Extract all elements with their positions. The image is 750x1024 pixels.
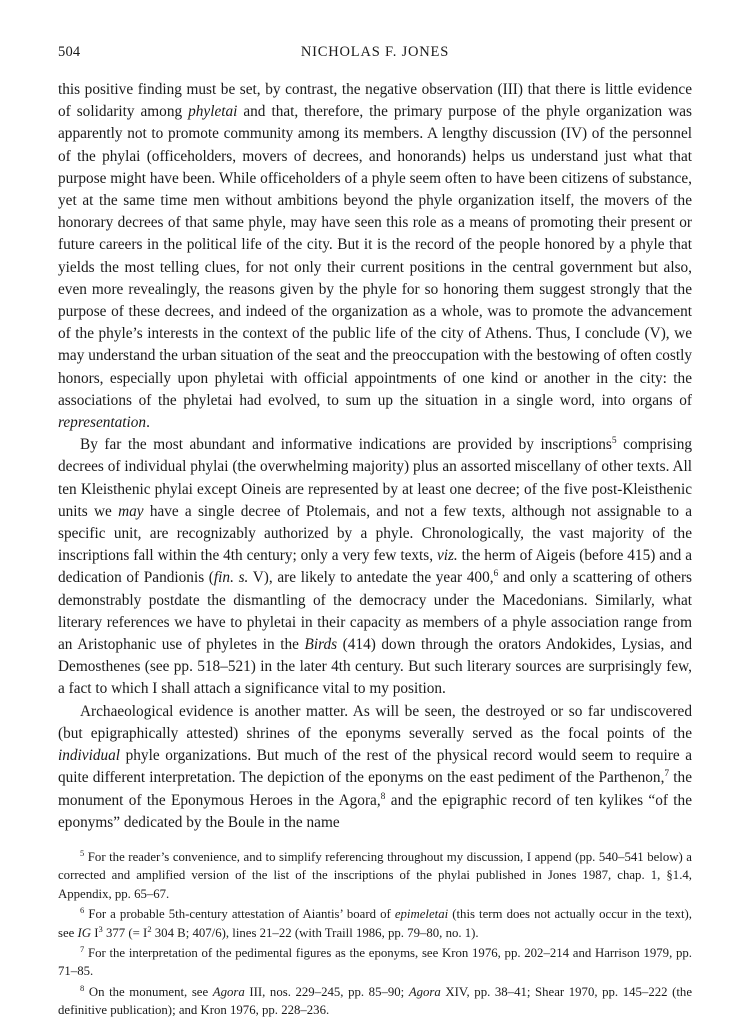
footnotes	[58, 848, 692, 1020]
footnote-7: $^7$ For the interpretation of the pedimental figures as the eponyms, see Kron 1976, pp. 202–214 and Harrison 1979, pp. 71–85.	[58, 944, 692, 979]
running-head-author: NICHOLAS F. JONES	[300, 44, 450, 60]
footnote-5: $^5$ For the reader’s convenience, and to simplify referencing throughout my discussion, I append (pp. 540–541 below) a corrected and amplified version of the list of the inscriptions of the phylai published in Jones 1987, chap. 1, §1.4, Appendix, pp. 65–67.	[58, 848, 692, 901]
footnote-8: $^8$ On the monument, see Agora III, nos. 229–245, pp. 85–90; Agora XIV, pp. 38–41; Shear 1970, pp. 145–222 (the definitive publication); and Kron 1976, pp. 228–236.	[58, 982, 692, 1018]
footnote-6: $^6$ For a probable 5th-century attestation of Aiantis’ board of epimeletai (this term does not actually occur in the text), see IG $I^3$ 377 (= $I^2$ 304 B; 407/6), lines 21–22 (with Traill 1986, pp. 79–80, no. 1).	[58, 905, 693, 940]
footnote-ref-6: 6	[493, 569, 499, 580]
paragraph-2: By far the most abundant and informative indications are provided by inscriptions$^5$ comprising decrees of individual phylai (the overwhelming majority) plus an assorted miscellany of other texts. All ten Kleisthenic phylai except Oineis are represented by at least one decree; of the five post-Kleisthenic units we may have a single decree of Ptolemais, and not a few texts, although not assignable to a specific unit, are recognizably authorized by a phyle. Chronologically, the vast majority of the inscriptions fall within the 4th century; only a very few texts, viz. the herm of Aigeis (before 415) and a dedication of Pandionis (fin. s. V), are likely to antedate the year 400,$^6$ and only a scattering of others demonstrably postdate the dismantling of the democracy under the Macedonians. Similarly, what literary references we have to phyletai in their capacity as members of a phyle association range from an Aristophanic use of phyletes in the Birds (414) down through the orators Andokides, Lysias, and Demosthenes (see pp. 518–521) in the later 4th century. But such literary sources are surprisingly few, a fact to which I shall attach a significance vital to my position.	[58, 436, 692, 698]
paragraph-3: Archaeological evidence is another matter. As will be seen, the destroyed or so far undiscovered (but epigraphically attested) shrines of the eponyms severally served as the focal points of the individual phyle organizations. But much of the rest of the physical record would seem to require a quite different interpretation. The depiction of the eponyms on the east pediment of the Parthenon,$^7$ the monument of the Eponymous Heroes in the Agora,$^8$ and the epigraphic record of ten kylikes “of the eponyms” dedicated by the Boule in the name	[58, 702, 692, 831]
running-header	[58, 44, 692, 64]
page-number: 504	[58, 44, 81, 60]
footnote-ref-8: 8	[380, 791, 386, 802]
paragraph-1: this positive finding must be set, by contrast, the negative observation (III) that there is little evidence of solidarity among phyletai and that, therefore, the primary purpose of the phyle organization was apparently not to promote community among its members. A lengthy discussion (IV) of the personnel of the phylai (officeholders, movers of decrees, and honorands) helps us understand just what that purpose might have been. While officeholders of a phyle seem often to have been citizens of substance, yet at the same time men without ambitions beyond the phyle organization itself, the movers of the honorary decrees of that same phyle, may have seen this role as a means of promoting their present or future careers in the political life of the city. But it is the record of the people honored by a phyle that yields the most telling clues, for not only their current positions in the central government but also, even more revealingly, the reasons given by the phyle for so honoring them suggest strongly that the purpose of these decrees, and indeed of the organization as a whole, was to promote the advancement of the phyle’s interests in the context of the public life of the city of Athens. Thus, I conclude (V), we may understand the urban situation of the seat and the preoccupation with the bestowing of often costly honors, especially upon phyletai with official appointments of one kind or another in the city: the associations of the phyletai had evolved, to sum up the situation in a single word, into organs of representation.	[58, 81, 692, 432]
main-text	[58, 79, 692, 834]
footnote-ref-5: 5	[611, 436, 617, 447]
footnote-ref-7: 7	[664, 769, 670, 780]
